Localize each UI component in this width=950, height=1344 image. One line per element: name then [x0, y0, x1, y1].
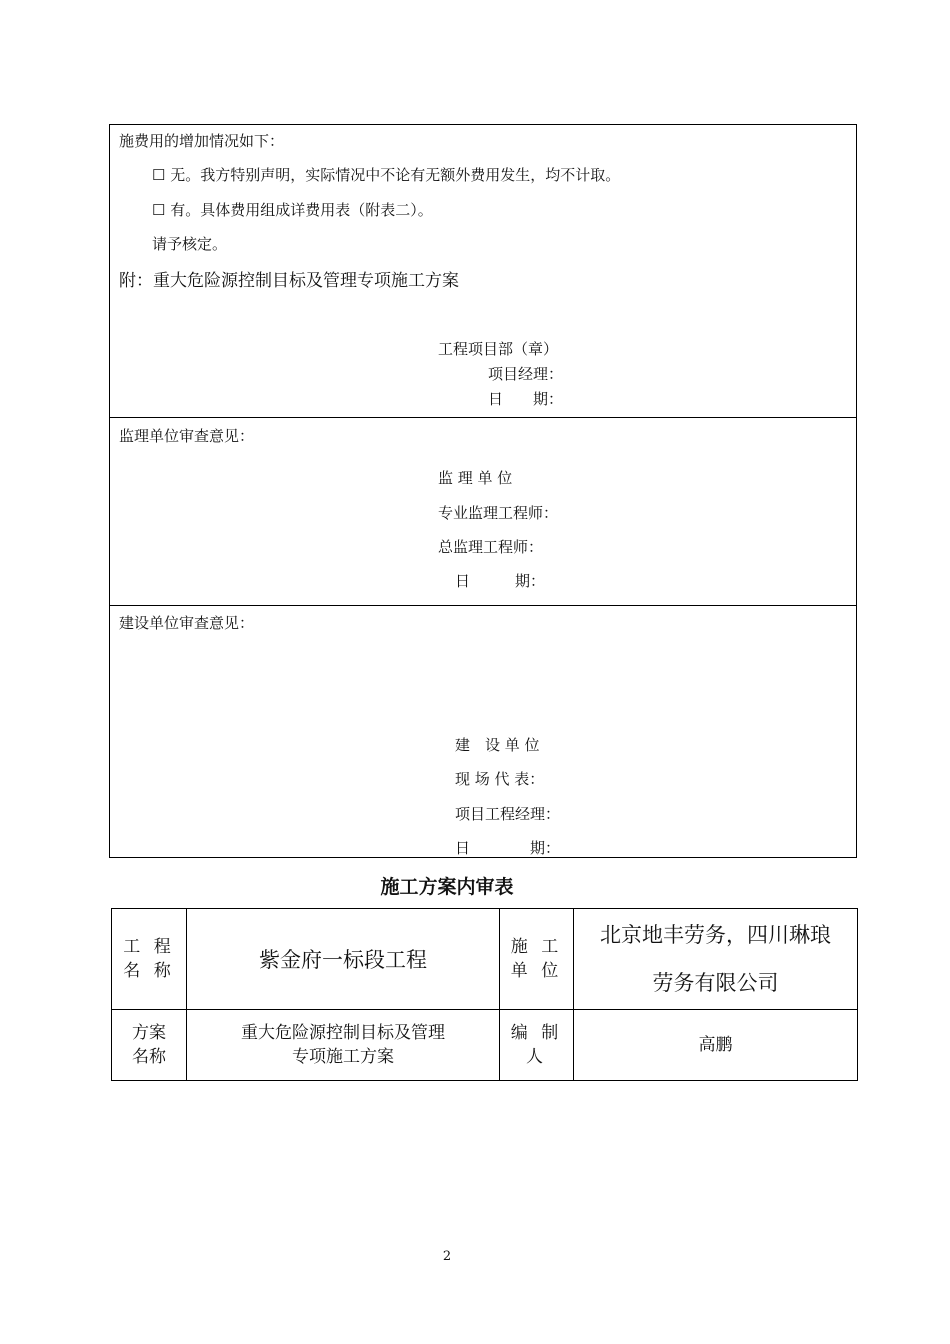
fee-increase-intro: 施费用的增加情况如下：	[119, 132, 285, 150]
contractor-value: 北京地丰劳务，四川琳琅 劳务有限公司	[574, 909, 858, 1010]
site-rep-label: 现 场 代 表：	[455, 770, 545, 788]
chief-engineer-label: 总监理工程师：	[438, 538, 544, 556]
plan-name-label: 方案 名称	[112, 1010, 187, 1081]
date-label: 日 期：	[455, 572, 546, 590]
author-label: 编 制 人	[500, 1010, 574, 1081]
owner-title: 建设单位审查意见：	[119, 614, 255, 632]
table-row	[112, 1010, 858, 1081]
section-divider	[109, 605, 857, 606]
option-yes: ☐ 有。具体费用组成详费用表（附表二）。	[152, 201, 433, 219]
option-none: ☐ 无。我方特别声明，实际情况中不论有无额外费用发生，均不计取。	[152, 166, 621, 184]
plan-name-value: 重大危险源控制目标及管理 专项施工方案	[187, 1010, 500, 1081]
date-label: 日 期：	[488, 390, 564, 408]
project-eng-manager-label: 项目工程经理：	[455, 805, 561, 823]
supervision-title: 监理单位审查意见：	[119, 427, 255, 445]
date-label: 日 期：	[455, 839, 561, 857]
section-divider	[109, 417, 857, 418]
table-row	[112, 909, 858, 1010]
request-text: 请予核定。	[152, 235, 228, 253]
project-name-value: 紫金府一标段工程	[187, 909, 500, 1010]
project-name-label: 工 程 名 称	[112, 909, 187, 1010]
project-manager-label: 项目经理：	[488, 365, 564, 383]
dept-seal-label: 工程项目部（章）	[438, 340, 559, 358]
review-table	[111, 908, 858, 1081]
contractor-label: 施 工 单 位	[500, 909, 574, 1010]
page-number: 2	[442, 1249, 452, 1264]
attachment-line: 附：重大危险源控制目标及管理专项施工方案	[119, 271, 459, 291]
supervision-unit-label: 监 理 单 位	[438, 469, 513, 487]
specialist-engineer-label: 专业监理工程师：	[438, 504, 559, 522]
author-value: 高鹏	[574, 1010, 858, 1081]
owner-unit-label: 建 设 单 位	[455, 736, 540, 754]
review-table-title: 施工方案内审表	[380, 876, 514, 898]
